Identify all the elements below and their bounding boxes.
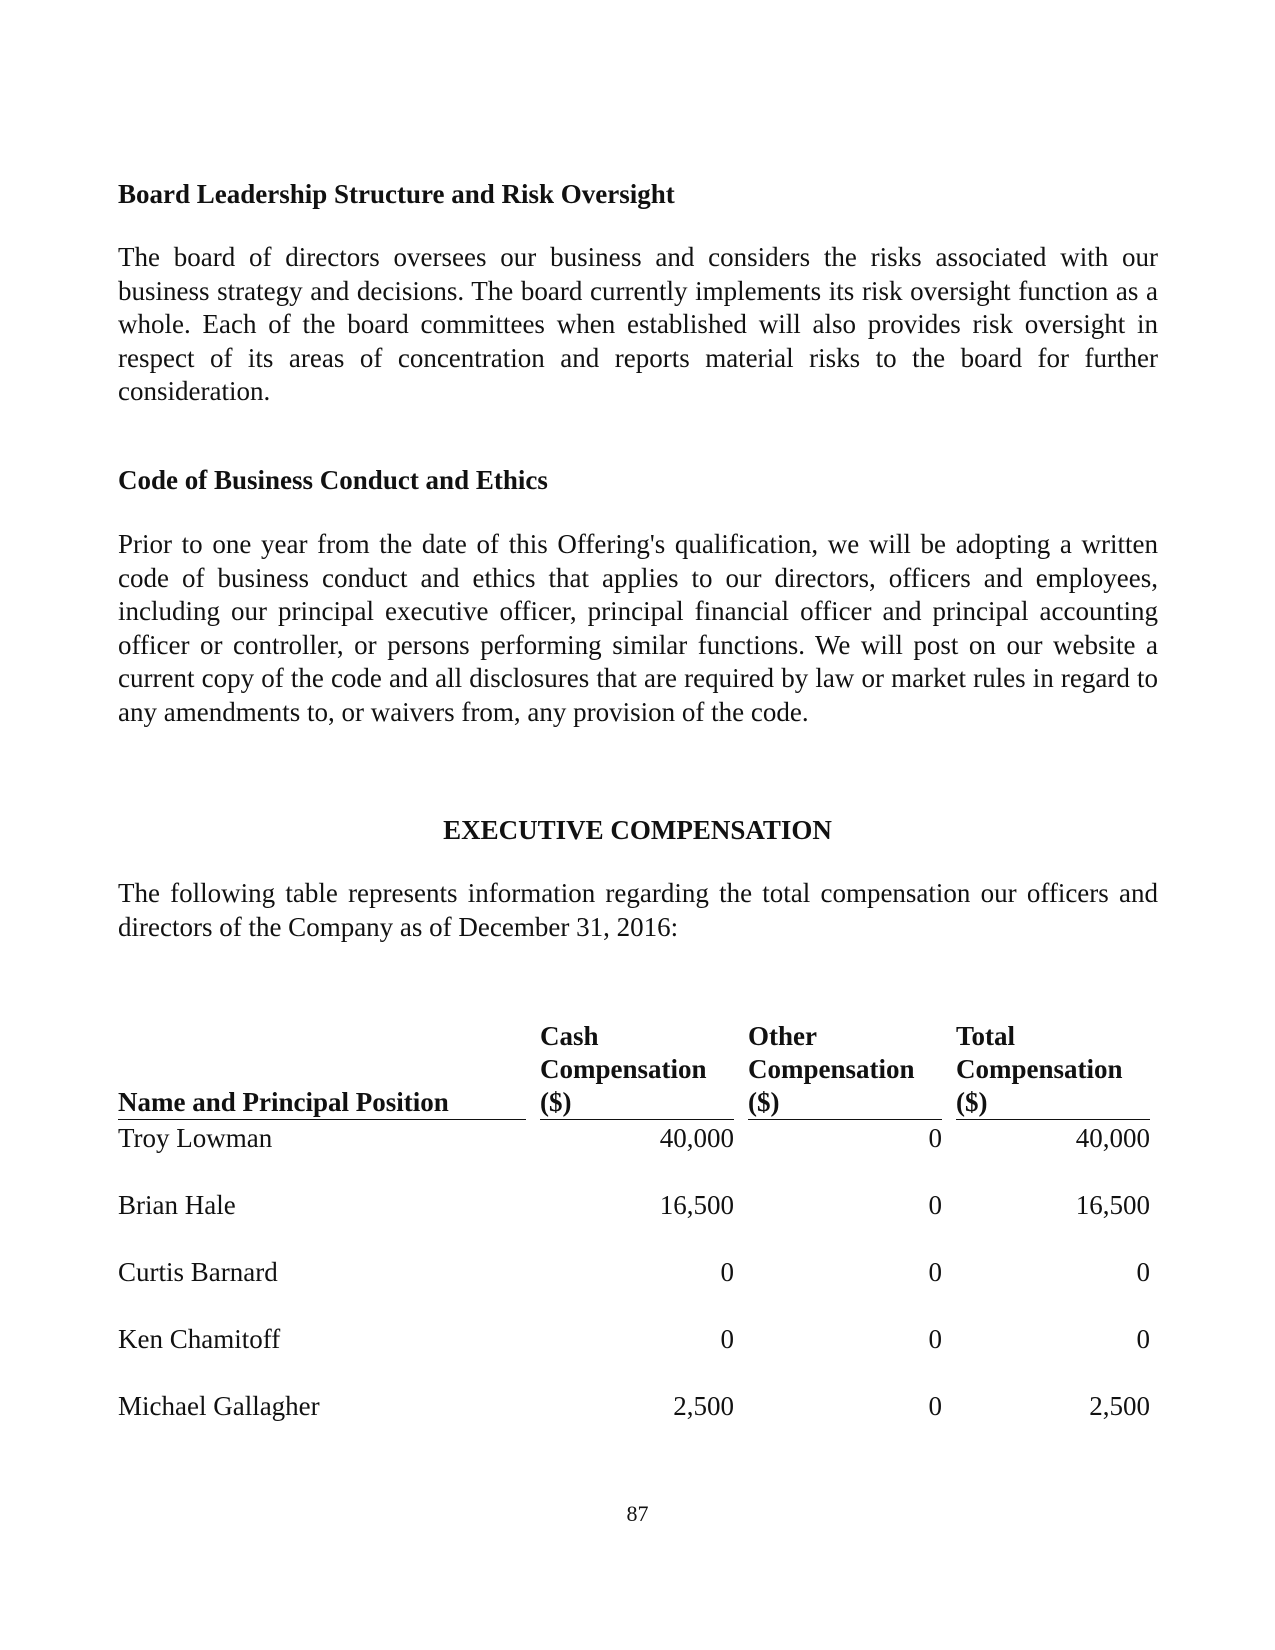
- cell-total: 0: [1136, 1324, 1150, 1354]
- cell-other: 0: [928, 1190, 942, 1220]
- table-row: [118, 1256, 1150, 1323]
- cell-cash: 40,000: [659, 1123, 734, 1153]
- table-row: [118, 1390, 1150, 1457]
- cell-cash: 0: [720, 1324, 734, 1354]
- cell-other: 0: [928, 1391, 942, 1421]
- table-row: [118, 1120, 1150, 1189]
- cell-cash: 16,500: [659, 1190, 734, 1220]
- cell-name: Curtis Barnard: [118, 1257, 278, 1287]
- paragraph-code-of-conduct: Prior to one year from the date of this Offering's qualification, we will be adopting a written code of business conduct and ethics that applies to our directors, officers and employees, including our principal executive officer, principal financial officer and principal accounting officer or controller, or persons performing similar functions. We will post on our website a current copy of the code and all disclosures that are required by law or market rules in regard to any amendments to, or waivers from, any provision of the code.: [118, 529, 1158, 727]
- cell-name: Brian Hale: [118, 1190, 236, 1220]
- cell-cash: 2,500: [673, 1391, 734, 1421]
- header-name-position: Name and Principal Position: [118, 1020, 526, 1120]
- cell-name: Troy Lowman: [118, 1123, 273, 1153]
- cell-cash: 0: [720, 1257, 734, 1287]
- table-row: [118, 1323, 1150, 1390]
- header-cash-compensation: Cash Compensation ($): [540, 1020, 734, 1120]
- table-row: [118, 1189, 1150, 1256]
- cell-other: 0: [928, 1123, 942, 1153]
- compensation-table: [118, 1020, 1150, 1457]
- paragraph-board-leadership: The board of directors oversees our business and considers the risks associated with our business strategy and decisions. The board currently implements its risk oversight function as a whole. Each of the board committees when established will also provides risk oversight in respect of its areas of concentration and reports material risks to the board for further consideration.: [118, 242, 1158, 407]
- table-header-row: [118, 1020, 1150, 1120]
- cell-other: 0: [928, 1324, 942, 1354]
- cell-total: 40,000: [1075, 1123, 1150, 1153]
- section-heading-board-leadership: Board Leadership Structure and Risk Oversight: [118, 179, 675, 209]
- cell-other: 0: [928, 1257, 942, 1287]
- executive-compensation-intro: The following table represents information regarding the total compensation our officers and directors of the Company as of December 31, 2016:: [118, 878, 1158, 942]
- cell-total: 2,500: [1089, 1391, 1150, 1421]
- cell-name: Michael Gallagher: [118, 1391, 320, 1421]
- page-number: 87: [626, 1501, 649, 1526]
- cell-total: 0: [1136, 1257, 1150, 1287]
- executive-compensation-title: EXECUTIVE COMPENSATION: [443, 815, 832, 845]
- section-heading-code-of-conduct: Code of Business Conduct and Ethics: [118, 465, 548, 495]
- header-total-compensation: Total Compensation ($): [956, 1020, 1150, 1120]
- cell-total: 16,500: [1075, 1190, 1150, 1220]
- cell-name: Ken Chamitoff: [118, 1324, 281, 1354]
- header-other-compensation: Other Compensation ($): [748, 1020, 942, 1120]
